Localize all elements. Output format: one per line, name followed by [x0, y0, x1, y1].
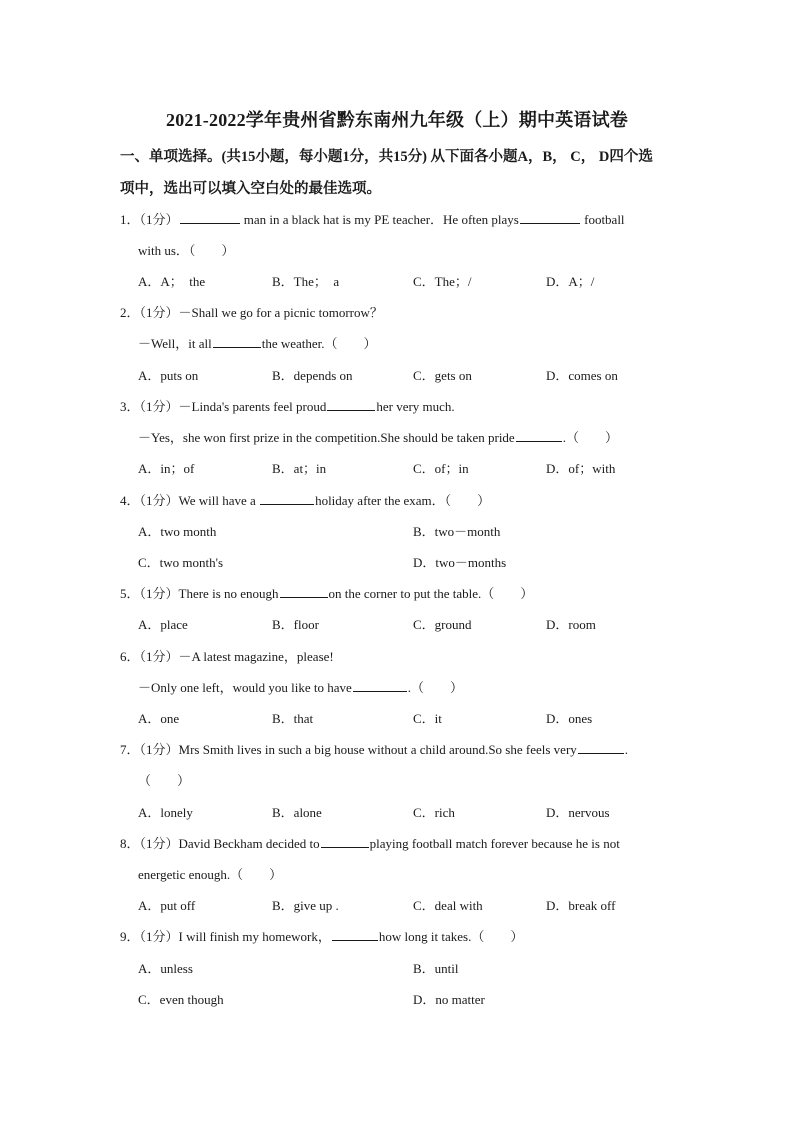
question-text: －Yes，she won first prize in the competition.She should be taken pride — [138, 430, 515, 445]
option-b: B．give up . — [272, 898, 339, 913]
answer-blank — [516, 429, 562, 442]
option-b: B．two－month — [413, 524, 501, 539]
option-a: A．two month — [138, 524, 217, 539]
answer-blank — [180, 211, 240, 224]
question-number: 5．（1分） — [120, 586, 179, 601]
option-c: C．two month's — [138, 555, 224, 570]
option-c: C．even though — [138, 992, 224, 1007]
option-b: B．until — [413, 961, 459, 976]
question-3-line2 — [138, 427, 618, 446]
option-d: D．of；with — [546, 461, 616, 476]
answer-blank — [578, 741, 624, 754]
option-a: A．unless — [138, 961, 193, 976]
option-b: B．The； a — [272, 274, 340, 289]
option-a: A．in；of — [138, 461, 195, 476]
option-d: D．two－months — [413, 555, 507, 570]
question-6 — [120, 646, 334, 665]
option-c: C．ground — [413, 617, 472, 632]
option-d: D．no matter — [413, 992, 485, 1007]
question-number: 1．（1分） — [120, 212, 179, 227]
question-number: 2．（1分） — [120, 305, 179, 320]
question-6-line2 — [138, 677, 463, 696]
option-b: B．at；in — [272, 461, 327, 476]
question-number: 6．（1分） — [120, 649, 179, 664]
option-b: B．floor — [272, 617, 319, 632]
question-2 — [120, 302, 383, 321]
question-text: －Linda's parents feel proud — [178, 399, 327, 414]
option-d: D．ones — [546, 711, 593, 726]
option-d: D．break off — [546, 898, 616, 913]
question-number: 3．（1分） — [120, 399, 179, 414]
question-1 — [120, 209, 625, 228]
answer-blank — [260, 492, 314, 505]
option-d: D．comes on — [546, 368, 618, 383]
question-8-line2: energetic enough.（ ） — [138, 867, 283, 882]
question-text: We will have a — [178, 493, 260, 508]
question-text: football — [580, 212, 625, 227]
question-text: David Beckham decided to — [178, 836, 320, 851]
option-c: C．rich — [413, 805, 455, 820]
question-text: －Only one left，would you like to have — [138, 680, 352, 695]
option-b: B．alone — [272, 805, 322, 820]
answer-blank — [280, 585, 328, 598]
page-title: 2021-2022学年贵州省黔东南州九年级（上）期中英语试卷 — [166, 110, 628, 130]
question-text: I will finish my homework， — [178, 929, 331, 944]
question-text: －Well，it all — [138, 336, 212, 351]
option-b: B．that — [272, 711, 314, 726]
question-text: her very much. — [376, 399, 455, 414]
question-text: Mrs Smith lives in such a big house without a child around.So she feels very — [178, 742, 577, 757]
option-c: C．of；in — [413, 461, 469, 476]
question-text: the weather.（ ） — [261, 336, 377, 351]
option-a: A．one — [138, 711, 180, 726]
answer-blank — [353, 679, 407, 692]
option-c: C．it — [413, 711, 442, 726]
question-4 — [120, 490, 490, 509]
answer-blank — [321, 835, 369, 848]
answer-blank — [520, 211, 580, 224]
question-text: holiday after the exam．（ ） — [315, 493, 491, 508]
option-d: D．nervous — [546, 805, 610, 820]
option-a: A．lonely — [138, 805, 193, 820]
question-text: playing football match forever because he is not — [369, 836, 620, 851]
option-c: C．The；/ — [413, 274, 472, 289]
option-b: B．depends on — [272, 368, 353, 383]
option-d: D．A；/ — [546, 274, 595, 289]
option-c: C．gets on — [413, 368, 472, 383]
option-a: A．A； the — [138, 274, 206, 289]
option-d: D．room — [546, 617, 596, 632]
answer-blank — [327, 398, 375, 411]
question-text: －A latest magazine，please! — [178, 649, 334, 664]
question-1-line2: with us．（ ） — [138, 243, 235, 258]
question-number: 4．（1分） — [120, 493, 179, 508]
option-a: A．place — [138, 617, 188, 632]
section-instructions-line2: 项中，选出可以填入空白处的最佳选项。 — [120, 181, 381, 197]
question-text: －Shall we go for a picnic tomorrow？ — [178, 305, 383, 320]
option-a: A．puts on — [138, 368, 199, 383]
answer-blank — [332, 928, 378, 941]
question-2-line2 — [138, 333, 377, 352]
question-text: how long it takes.（ ） — [378, 929, 524, 944]
question-3 — [120, 396, 455, 415]
question-5 — [120, 583, 533, 602]
question-7-line2: （ ） — [138, 773, 191, 788]
section-instructions-line1: 一、单项选择。(共15小题，每小题1分，共15分) 从下面各小题A，B， C， D四个选 — [120, 149, 653, 165]
question-text: . — [624, 742, 629, 757]
question-text: on the corner to put the table.（ ） — [328, 586, 534, 601]
question-9 — [120, 926, 523, 945]
question-number: 8．（1分） — [120, 836, 179, 851]
question-7 — [120, 739, 628, 758]
answer-blank — [213, 335, 261, 348]
question-text: .（ ） — [562, 430, 618, 445]
question-text: man in a black hat is my PE teacher．He often plays — [240, 212, 519, 227]
option-a: A．put off — [138, 898, 196, 913]
question-text: There is no enough — [178, 586, 279, 601]
question-number: 7．（1分） — [120, 742, 179, 757]
question-8 — [120, 833, 620, 852]
question-number: 9．（1分） — [120, 929, 179, 944]
option-c: C．deal with — [413, 898, 483, 913]
question-text: .（ ） — [407, 680, 464, 695]
